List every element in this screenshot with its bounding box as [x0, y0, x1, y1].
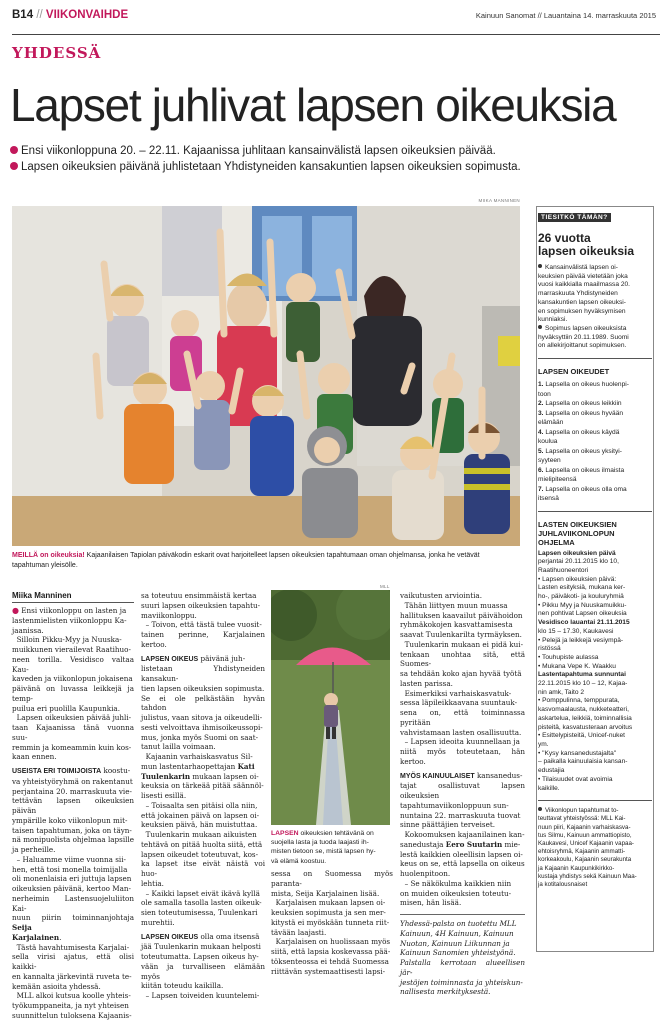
- main-photo: [12, 206, 520, 546]
- article-column-1: ● Ensi viikonloppu on lasten ja lastenmielisten viikonloppu Ka- jaanissa. Silloin Pikku-Myy ja Nuuska- muikkunen vierailevat Raatihuo- neen torilla. Vesidisco valtaa Kau- kaveden ja viikonlopun jokaisena päivänä on luvassa leikkejä ja temp- puilua eri puolilla Kaupunkia. Lapsen oikeuksien päivää juhli- taan Kajaanissa tänä vuonna suu- remmin ja komeammin kuin kos- kaan ennen. USEISTA ERI TOIMIJOISTA koostu- va yhteistyöryhmä on rakentanut perjantaina 20. marraskuuta vie- tettävän lapsen oikeuksien päivän ympärille koko viikonlopun mit- taisen tapahtuman, joka on täyn- nä monipuolista ohjelmaa lapsille ja perheille. – Haluamme viime vuonna sii- hen, että tosi monella toimijalla oli monenlaisia eri juttuja lapsen oikeuksien päivänä, kertoo Man- nerheimin Lastensuojeluliiton Kai- nuun piirin toiminnanjohtaja Seija Karjalainen. Tästä havahtumisesta Karjalai- sella virisi ajatus, että olisi kaikki- en kannalta järkevintä ruveta te- kemään asioita yhdessä. MLL alkoi kutsua koolle yhteis- työkumppaneita, ja nyt yhteisen suunnittelun tuloksena Kajaanis-: [12, 606, 135, 1020]
- lead-bullet: Ensi viikonloppuna 20. – 22.11. Kajaanissa juhlitaan kansainvälistä lapsen oikeuksien päivää.: [10, 145, 496, 157]
- list-item: koulua: [538, 438, 558, 446]
- sidebar-title: 26 vuotta lapsen oikeuksia: [538, 231, 635, 258]
- publication-info: Kainuun Sanomat // Lauantaina 14. marraskuuta 2015: [475, 11, 656, 20]
- footer-rule: [400, 914, 525, 915]
- list-item: 3. Lapsella on oikeus hyvään: [538, 409, 624, 417]
- program-list: Lapsen oikeuksien päivä perjantai 20.11.2015 klo 10, Raatihuoneentori • Lapsen oikeuksien päivä: Lasten esityksiä, mukana ker- ho-, päiväkoti- ja kouluryhmiä • Pikku Myy ja Nuuskamuikku- nen pohtivat Lapsen oikeuksia Vesidisco lauantai 21.11.2015 klo 15 – 17.30, Kaukavesi • Pelejä ja leikkejä vesiympä- ristössä • Touhupiste aulassa • Mukana Vepe K. Waakku Lastentapahtuma sunnuntai 22.11.2015 klo 10 – 12, Kajaa- nin amk, Taito 2 • Pomppulinna, temppurata, kasvomaalausta, nukketeatteri, askartelua, leikkiä, toiminnallisia pisteitä, kasvatusteraan arvoitus • Esittelypisteitä, Unicef-nuket ym. • "Kysy kansanedustajalta" – paikalla kainuulaisia kansan- edustajia • Tilaisuudet ovat avoimia kaikille.: [538, 549, 633, 792]
- lead-bullet: Lapsen oikeuksien päivänä juhlistetaan Yhdistyneiden kansakuntien lapsen oikeuksien sopimusta.: [10, 161, 521, 173]
- subhead: LAPSEN OIKEUS: [141, 655, 199, 663]
- sidebar-facts: Kansainvälistä lapsen oi- keuksien päivää vietetään joka vuosi kaikkialla maailmassa 20. marraskuuta Yhdistyneiden kansakuntien lapsen oikeuksi- en sopimuksen hyväksymisen kunniaksi. Sopimus lapsen oikeuksista hyväksyttiin 20.11.1989. Suomi on allekirjoittanut sopimuksen.: [538, 264, 630, 350]
- sidebar-divider: [538, 358, 652, 359]
- page-header: [12, 9, 128, 21]
- rights-list: [538, 380, 652, 504]
- header-separator: //: [36, 9, 43, 21]
- list-item: toon: [538, 390, 551, 398]
- subhead: USEISTA ERI TOIMIJOISTA: [12, 768, 102, 775]
- small-photo: [271, 590, 390, 825]
- bullet-dot-icon: [538, 807, 542, 811]
- headline: Lapset juhlivat lapsen oikeuksia: [10, 79, 616, 131]
- article-column-2: sa toteutuu ensimmäistä kertaa suuri lapsen oikeuksien tapahtu- maviikonloppu. – Toivon, että tästä tulee vuosit- tainen perinne, Karjalainen kertoo. LAPSEN OIKEUS päivänä juh- listetaan Yhdistyneiden kansakun- tien lapsen oikeuksien sopimusta. Se ei ole pelkästään hyvän tahdon julistus, vaan sitova ja oikeudelli- sesti velvoittava ihmisoikeussopi- mus, jonka myös Suomi on saat- tanut lailla voimaan. Kajaanin varhaiskasvatus Sil- mun lastentarhaopettajan Kati Tuulenkarin mukaan lapsen oi- keuksia on tärkeää pitää säännöl- lisesti esillä. – Toisaalta sen pitäisi olla niin, että jokainen päivä on lapsen oi- keuksien päivä, hän muistuttaa. Tuulenkarin mukaan aikuisten tehtävä on pitää huolta siitä, että lapsen oikeudet toteutuvat, kos- ka lapset itse eivät näistä voi huo- lehtia. – Kaikki lapset eivät ikävä kyllä ole samalla tasolla lasten oikeuk- sien toteutumisessa, Tuulenkari murehtii. LAPSEN OIKEUS olla oma itsensä jää Tuulenkarin mukaan helposti toteutumatta. Lapsen oikeus hy- vään ja turvalliseen elämään myös kiitän toteudu kaikilla. – Lapsen toiveiden kuuntelemi-: [141, 591, 265, 1000]
- list-item: 7. Lapsella on oikeus olla oma: [538, 485, 627, 493]
- organizers-note: Viikonlopun tapahtumat to- teuttavat yhteistyössä: MLL Kai- nuun piiri, Kajaanin varhaiskasva- tus Silmu, Kainuun ammattiopisto, Kaukavesi, Unicef Kajaanin vapaa- ehtoisryhmä, Kajaanin ammatti- korkeakoulu, Kajaanin seurakunta ja Kajaanin Kaupunkikirkko- kustaja yhdistys sekä Kainuun Maa- ja kotitalousnaiset: [538, 807, 637, 889]
- list-item: syyteen: [538, 457, 561, 465]
- small-photo-caption: LAPSEN oikeuksien tehtävänä on suojella lasta ja tuoda laajasti ih- misten tietoon se, mistä lapsen hy- vä elämä koostuu.: [271, 830, 376, 865]
- bullet-dot-icon: [538, 264, 542, 268]
- child-umbrella-photo: [271, 590, 390, 825]
- photo-credit: MIIKA MANNINEN: [478, 198, 520, 203]
- byline: Miika Manninen: [12, 591, 72, 600]
- list-item: 4. Lapsella on oikeus käydä: [538, 428, 620, 436]
- fact-sidebar: [538, 206, 652, 889]
- small-photo-credit: MLL: [380, 584, 390, 589]
- sidebar-divider: [538, 800, 652, 801]
- sidebar-tag: TIESITKÖ TÄMÄN?: [538, 213, 611, 222]
- program-heading: LASTEN OIKEUKSIEN JUHLAVIIKONLOPUN OHJELMA: [538, 519, 617, 547]
- kicker: YHDESSÄ: [12, 44, 102, 62]
- column-footer: Yhdessä-palsta on tuotettu MLL Kainuun, 4H Kainuun, Kainuun Nuotan, Kainuun Liikunnan ja Kainuun Sanomien yhteistyönä. Palstalla kerrotaan alueellisen jär- jestöjen toiminnasta ja yhteiskun- nallisesta merkityksestä.: [400, 919, 525, 997]
- list-item: itsensä: [538, 495, 559, 503]
- article-column-4: vaikutusten arviointia. Tähän liittyen muun muassa hallituksen kaavailut päivähoidon ryhmäkokojen kasvattamisesta saavat Tuulenkarilta tyrmäyksen. Tuulenkarin mukaan ei pidä kui- tenkaan unohtaa sitä, että Suomes- sa tehdään koko ajan hyvää työtä lasten parissa. Esimerkiksi varhaiskasvatuk- sessa läpileikkaavana suuntauk- sena on, että toiminnassa pyritään vahvistamaan lasten osallisuutta. – Lapsen ideoita kuunnellaan ja niitä myös toteutetaan, hän kertoo. MYÖS KAINUULAISET kansanedus- tajat osallistuvat lapsen oikeuksien tapahtumaviikonloppuun sun- nuntaina 22. marraskuuta tuovat sinne päättäjien terveiset. Kokoomuksen kajaanilainen kan- sanedustaja Eero Suutarin mie- lestä kaikkien oleellisin lapsen oi- keus on se, että lapsella on oikeus huolenpitoon. – Se näkökulma kaikkien niin on muiden oikeuksien toteutu- misen, hän lisää. Yhdessä-palsta on tuotettu MLL Kainuun, 4H Kainuun, Kainuun Nuotan, Kainuun Liikunnan ja Kainuun Sanomien yhteistyönä. Palstalla kerrotaan alueellisen jär- jestöjen toiminnasta ja yhteiskun- nallisesta merkityksestä.: [400, 591, 525, 997]
- list-item: elämään: [538, 419, 564, 427]
- main-photo-caption: MEILLÄ on oikeuksia! Kajaanilaisen Tapiolan päiväkodin eskarit ovat harjoitelleet lapsen oikeuksien tapahtumaan oman ohjelmansa, jonka he vetävät tapahtuman yleisölle.: [12, 552, 480, 569]
- rights-heading: LAPSEN OIKEUDET: [538, 367, 610, 377]
- header-rule: [12, 34, 660, 35]
- page-number: B14: [12, 9, 34, 21]
- bullet-dot-icon: [10, 146, 18, 154]
- list-item: 5. Lapsella on oikeus yksityi-: [538, 447, 622, 455]
- sidebar-divider: [538, 511, 652, 512]
- list-item: 6. Lapsella on oikeus ilmaista: [538, 466, 625, 474]
- article-column-3: sessa on Suomessa myös paranta- mista, Seija Karjalainen lisää. Karjalaisen mukaan lapsen oi- keuksien sopimusta ja sen mer- kitystä ei myöskään tunneta riit- tävään laajasti. Karjalaisen on huolissaan myös siitä, että lapsia koskevassa pää- töksenteossa ei tehdä Suomessa riittävän systemaattisesti lapsi-: [271, 869, 393, 976]
- list-item: mielipiteensä: [538, 476, 577, 484]
- section-name: VIIKONVAIHDE: [45, 9, 129, 21]
- subhead: MYÖS KAINUULAISET: [400, 772, 475, 780]
- subhead: LAPSEN OIKEUS: [141, 933, 199, 941]
- list-item: 2. Lapsella on oikeus leikkiin: [538, 400, 622, 408]
- list-item: 1. Lapsella on oikeus huolenpi-: [538, 381, 629, 389]
- byline-rule: [12, 602, 134, 603]
- bullet-dot-icon: [10, 162, 18, 170]
- children-group-photo: [12, 206, 520, 546]
- bullet-dot-icon: [538, 325, 542, 329]
